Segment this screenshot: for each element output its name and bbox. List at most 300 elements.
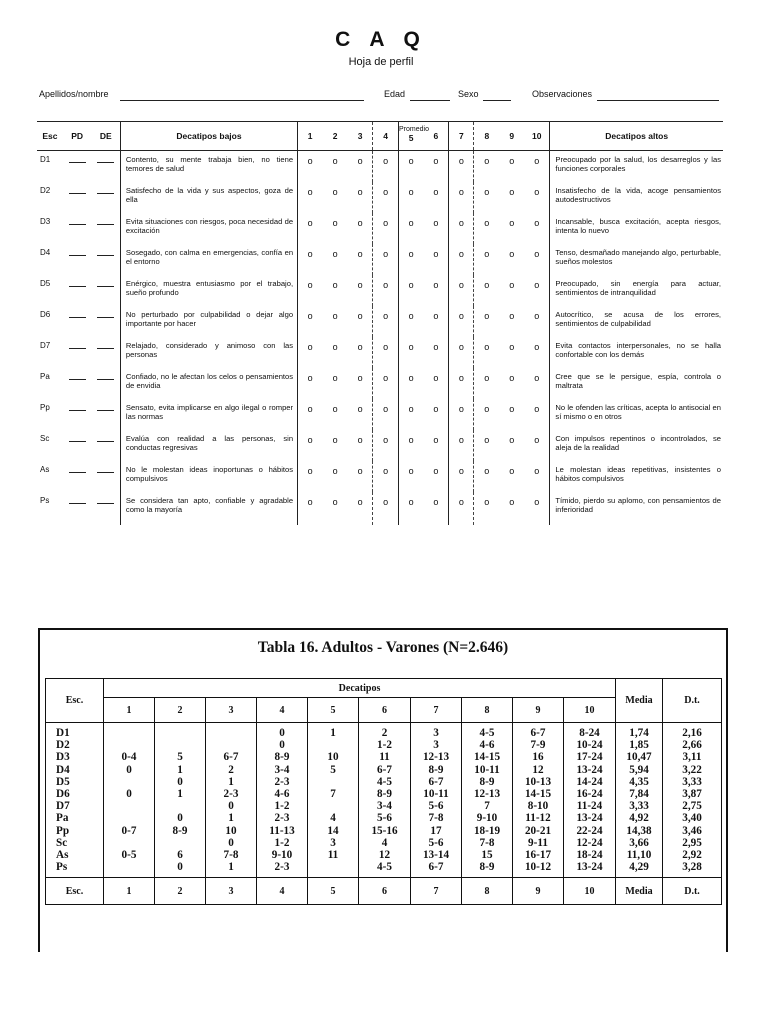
tabla16-cell: 8-9 xyxy=(428,763,444,776)
tabla16-cell: 4 xyxy=(381,836,388,849)
tabla16-cell: 1 xyxy=(177,763,183,776)
decatipo-option-10[interactable]: o xyxy=(534,403,540,414)
tabla16-cell: 0 xyxy=(177,861,183,874)
decatipo-option-3[interactable]: o xyxy=(357,186,363,197)
tabla16-cell: 22-24 xyxy=(576,824,603,837)
de-header: DE xyxy=(92,122,121,151)
decatipo-header-5 xyxy=(399,122,429,151)
decatipo-option-7[interactable]: o xyxy=(449,492,474,525)
decatipo-option-9[interactable]: o xyxy=(509,403,515,414)
caq-row-low-desc: Evita situaciones con riesgos, poca necesidad de excitación xyxy=(120,213,297,244)
de-field[interactable] xyxy=(92,399,121,430)
tabla16-cell: 0 xyxy=(279,739,285,752)
blank-line xyxy=(69,247,86,256)
decatipo-option-5[interactable]: o xyxy=(399,461,424,492)
caq-row-esc: D7 xyxy=(40,340,51,350)
tabla16-media-cell: 4,35 xyxy=(629,775,649,788)
tabla16-dt-cell: 2,95 xyxy=(682,836,702,849)
caq-row-esc: As xyxy=(40,464,50,474)
caq-row-low-desc: Satisfecho de la vida y sus aspectos, goza de ella xyxy=(120,182,297,213)
esc-header: Esc xyxy=(37,122,63,151)
tabla16-esc-cell: D2 xyxy=(56,739,70,752)
decatipo-option-7[interactable]: o xyxy=(449,368,474,399)
decatipo-option-4[interactable]: o xyxy=(373,275,399,306)
decatipo-option-8[interactable]: o xyxy=(474,306,500,337)
tabla16-cell: 4-5 xyxy=(377,861,392,874)
pd-field[interactable] xyxy=(63,306,92,337)
caq-row-esc: Pp xyxy=(40,402,50,412)
decatipo-option-4[interactable]: o xyxy=(373,244,399,275)
decatipo-option-1[interactable]: o xyxy=(298,461,323,492)
decatipo-option-3[interactable]: o xyxy=(357,403,363,414)
caq-row xyxy=(37,337,723,368)
tabla16-cell: 12 xyxy=(378,848,391,861)
tabla16-col-header-8: 8 xyxy=(462,698,513,723)
decatipo-option-2[interactable]: o xyxy=(332,372,338,383)
blank-line xyxy=(97,340,114,349)
pd-field[interactable] xyxy=(63,151,92,182)
caq-row-low-desc: Confiado, no le afectan los celos o pensamientos de envidia xyxy=(120,368,297,399)
tabla16-col-header-6: 6 xyxy=(359,698,411,723)
tabla16-cell: 8-10 xyxy=(527,800,549,813)
decatipo-option-3[interactable]: o xyxy=(357,248,363,259)
caq-row-low-desc: Enérgico, muestra entusiasmo por el trabajo, sueño profundo xyxy=(120,275,297,306)
decatipo-option-9[interactable]: o xyxy=(509,186,515,197)
decatipo-option-3[interactable]: o xyxy=(357,341,363,352)
tabla16-cell: 4-5 xyxy=(377,775,392,788)
tabla16-cell: 8-9 xyxy=(377,787,392,800)
de-field[interactable] xyxy=(92,244,121,275)
tabla16-cell: 13-24 xyxy=(576,812,603,825)
caq-row xyxy=(37,430,723,461)
decatipo-option-6[interactable]: o xyxy=(433,310,439,321)
tabla16-cell xyxy=(155,837,205,849)
caq-row-high-desc: Insatisfecho de la vida, acoge pensamientos autodestructivos xyxy=(550,182,723,213)
decatipo-option-2[interactable]: o xyxy=(332,156,338,166)
observaciones-field[interactable] xyxy=(597,100,719,101)
decatipo-option-7[interactable]: o xyxy=(449,151,474,182)
tabla16-media-cell: 1,74 xyxy=(629,727,649,739)
caq-row-esc: D1 xyxy=(40,155,51,164)
blank-line xyxy=(69,402,86,411)
decatipo-option-5[interactable]: o xyxy=(399,368,424,399)
tabla16-decatipo-column-7 xyxy=(411,723,462,878)
caq-row-low-desc: Sosegado, con calma en emergencias, confía en el entorno xyxy=(120,244,297,275)
tabla16-cell: 11-24 xyxy=(576,800,603,813)
decatipo-option-10[interactable]: o xyxy=(534,372,540,383)
tabla16-cell xyxy=(308,739,358,751)
de-field[interactable] xyxy=(92,492,121,525)
pd-field[interactable] xyxy=(63,275,92,306)
decatipo-option-1[interactable]: o xyxy=(298,368,323,399)
tabla16-cell: 14 xyxy=(327,824,339,837)
decatipo-header-7: 7 xyxy=(449,122,474,151)
decatipo-option-4[interactable]: o xyxy=(373,213,399,244)
decatipo-option-6[interactable]: o xyxy=(433,156,439,166)
blank-line xyxy=(69,464,86,473)
de-field[interactable] xyxy=(92,337,121,368)
blank-line xyxy=(97,278,114,287)
decatipo-option-9[interactable]: o xyxy=(509,248,515,259)
decatipo-option-8[interactable]: o xyxy=(474,151,500,182)
decatipo-option-4[interactable]: o xyxy=(373,368,399,399)
decatipo-option-1[interactable]: o xyxy=(298,275,323,306)
tabla16-cell: 0-5 xyxy=(121,848,137,861)
tabla16-cell: 13-24 xyxy=(576,861,603,874)
tabla16-esc-cell: D3 xyxy=(56,751,70,764)
decatipo-option-9[interactable]: o xyxy=(509,341,515,352)
pd-field[interactable] xyxy=(63,492,92,525)
decatipo-option-8[interactable]: o xyxy=(474,430,500,461)
decatipo-option-8[interactable]: o xyxy=(474,244,500,275)
decatipo-option-1[interactable]: o xyxy=(298,430,323,461)
blank-line xyxy=(69,495,86,504)
tabla16-media-column xyxy=(616,723,663,878)
decatipo-option-5[interactable]: o xyxy=(399,244,424,275)
decatipo-option-7[interactable]: o xyxy=(449,244,474,275)
decatipo-option-6[interactable]: o xyxy=(433,186,439,197)
tabla16-cell: 12-13 xyxy=(473,787,501,800)
sexo-field[interactable] xyxy=(483,100,511,101)
tabla16-cell: 5-6 xyxy=(428,836,444,849)
blank-line xyxy=(69,154,86,163)
tabla16-cell: 2-3 xyxy=(274,812,290,825)
blank-line xyxy=(69,216,86,225)
decatipo-option-10[interactable]: o xyxy=(534,310,540,321)
decatipo-option-4[interactable]: o xyxy=(373,337,399,368)
tabla16-cell xyxy=(104,776,154,788)
tabla16-dt-cell: 2,92 xyxy=(682,848,702,861)
caq-title: C A Q xyxy=(335,28,427,51)
pd-field[interactable] xyxy=(63,182,92,213)
blank-line xyxy=(69,309,86,318)
decatipo-header-6: 6 xyxy=(423,122,449,151)
decatipo-option-4[interactable]: o xyxy=(373,492,399,525)
tabla16-media-cell: 3,33 xyxy=(629,800,649,813)
tabla16-cell xyxy=(104,861,154,873)
tabla16-dt-cell: 2,75 xyxy=(682,800,702,813)
decatipo-option-2[interactable]: o xyxy=(332,310,338,321)
tabla16-dt-cell: 3,11 xyxy=(682,751,702,764)
tabla16-media-cell: 5,94 xyxy=(629,763,649,776)
decatipo-option-1[interactable]: o xyxy=(298,492,323,525)
decatipo-option-1[interactable]: o xyxy=(298,306,323,337)
caq-row-high-desc: Cree que se le persigue, espía, controla o maltrata xyxy=(550,368,723,399)
tabla16-cell: 17 xyxy=(430,824,442,837)
decatipo-option-2[interactable]: o xyxy=(332,403,338,414)
tabla16-dt-cell: 2,16 xyxy=(682,727,702,739)
pd-field[interactable] xyxy=(63,461,92,492)
tabla16-cell: 9-10 xyxy=(271,848,293,861)
tabla16-esc-cell: Pp xyxy=(56,824,70,837)
decatipo-option-6[interactable]: o xyxy=(433,217,439,228)
decatipo-option-2[interactable]: o xyxy=(332,248,338,259)
de-field[interactable] xyxy=(92,182,121,213)
decatipo-option-5[interactable]: o xyxy=(399,399,424,430)
decatipo-option-9[interactable]: o xyxy=(509,217,515,228)
tabla16-footer-col-2: 2 xyxy=(155,878,206,905)
tabla16-dt-column xyxy=(663,723,722,878)
decatipo-option-9[interactable]: o xyxy=(509,156,515,166)
de-field[interactable] xyxy=(92,306,121,337)
tabla16-cell: 6-7 xyxy=(377,763,392,776)
decatipo-option-7[interactable]: o xyxy=(449,275,474,306)
apellidos-label: Apellidos/nombre xyxy=(39,89,109,99)
de-field[interactable] xyxy=(92,430,121,461)
decatipo-option-7[interactable]: o xyxy=(449,337,474,368)
tabla16-cell: 8-24 xyxy=(579,727,600,739)
decatipo-option-6[interactable]: o xyxy=(433,434,439,445)
decatipo-option-8[interactable]: o xyxy=(474,337,500,368)
tabla16-cell: 7-8 xyxy=(223,848,239,861)
decatipo-option-4[interactable]: o xyxy=(373,182,399,213)
decatipo-option-2[interactable]: o xyxy=(332,341,338,352)
decatipo-option-7[interactable]: o xyxy=(449,213,474,244)
decatipo-option-5[interactable]: o xyxy=(399,306,424,337)
tabla16-cell xyxy=(104,800,154,812)
pd-field[interactable] xyxy=(63,399,92,430)
tabla16-cell: 12-24 xyxy=(576,836,603,849)
decatipo-option-1[interactable]: o xyxy=(298,151,323,182)
tabla16-cell xyxy=(104,837,154,849)
decatipo-option-5[interactable]: o xyxy=(399,337,424,368)
decatipo-option-8[interactable]: o xyxy=(474,275,500,306)
tabla16-cell: 10-24 xyxy=(576,739,603,752)
decatipo-option-5[interactable]: o xyxy=(399,492,424,525)
tabla16-esc-cell: Pa xyxy=(56,812,69,825)
decatipo-header-9: 9 xyxy=(499,122,524,151)
caq-row-esc: D3 xyxy=(40,216,51,226)
tabla16-cell xyxy=(155,727,205,739)
tabla16-cell: 6-7 xyxy=(428,861,444,874)
tabla16-cell: 10-11 xyxy=(474,763,500,776)
blank-line xyxy=(97,433,114,442)
tabla16-media-cell: 1,85 xyxy=(629,739,649,752)
tabla16-esc-cell: As xyxy=(56,848,69,861)
decatipo-option-8[interactable]: o xyxy=(474,492,500,525)
decatipo-option-2[interactable]: o xyxy=(332,217,338,228)
tabla16-esc-header: Esc. xyxy=(46,679,104,723)
decatipo-option-3[interactable]: o xyxy=(357,279,363,290)
decatipo-option-3[interactable]: o xyxy=(357,217,363,228)
blank-line xyxy=(97,185,114,194)
tabla16-col-header-1: 1 xyxy=(104,698,155,723)
tabla16-cell: 5-6 xyxy=(377,812,392,825)
pd-field[interactable] xyxy=(63,213,92,244)
decatipo-option-4[interactable]: o xyxy=(373,151,399,182)
decatipo-option-10[interactable]: o xyxy=(534,217,540,228)
tabla16-cell: 1-2 xyxy=(377,739,392,752)
decatipo-option-10[interactable]: o xyxy=(534,496,540,507)
tabla16-media-cell: 4,92 xyxy=(629,812,649,825)
observaciones-label: Observaciones xyxy=(532,89,593,99)
decatipo-option-2[interactable]: o xyxy=(332,465,338,476)
tabla16-media-cell: 3,66 xyxy=(629,836,649,849)
promedio-label: Promedio xyxy=(399,126,429,133)
tabla16-cell: 0 xyxy=(177,812,183,825)
tabla16-col-header-2: 2 xyxy=(155,698,206,723)
caq-row-high-desc: Tímido, pierdo su aplomo, con pensamientos de inferioridad xyxy=(550,492,723,525)
tabla16-cell: 6-7 xyxy=(530,727,546,739)
decatipo-option-2[interactable]: o xyxy=(332,279,338,290)
decatipo-option-5[interactable]: o xyxy=(399,430,424,461)
tabla16-cell: 13-14 xyxy=(422,848,450,861)
decatipo-option-9[interactable]: o xyxy=(509,310,515,321)
decatipo-option-3[interactable]: o xyxy=(357,465,363,476)
decatipo-option-5[interactable]: o xyxy=(399,182,424,213)
tabla16-cell: 3-4 xyxy=(377,800,392,813)
decatipo-option-6[interactable]: o xyxy=(433,465,439,476)
decatipo-option-10[interactable]: o xyxy=(534,279,540,290)
decatipo-header-5-num: 5 xyxy=(408,133,414,143)
pd-field[interactable] xyxy=(63,337,92,368)
tabla16-cell: 10-12 xyxy=(524,861,552,874)
decatipo-option-1[interactable]: o xyxy=(298,244,323,275)
tabla16-cell: 14-24 xyxy=(576,775,603,788)
decatipo-option-3[interactable]: o xyxy=(357,372,363,383)
tabla16-cell: 7-9 xyxy=(530,739,546,752)
decatipo-option-3[interactable]: o xyxy=(357,156,363,166)
decatipo-option-1[interactable]: o xyxy=(298,337,323,368)
tabla16-esc-column xyxy=(46,723,104,878)
tabla16-footer-media: Media xyxy=(616,878,663,905)
decatipo-option-3[interactable]: o xyxy=(357,310,363,321)
tabla16-col-header-9: 9 xyxy=(513,698,564,723)
tabla16-cell: 3 xyxy=(433,727,439,739)
de-field[interactable] xyxy=(92,368,121,399)
tabla16-cell: 7-8 xyxy=(428,812,444,825)
tabla16-decatipos-header: Decatipos xyxy=(104,679,616,698)
decatipo-option-6[interactable]: o xyxy=(433,372,439,383)
decatipo-option-5[interactable]: o xyxy=(399,275,424,306)
decatipo-option-7[interactable]: o xyxy=(449,306,474,337)
decatipo-option-10[interactable]: o xyxy=(534,341,540,352)
tabla16-footer-col-1: 1 xyxy=(104,878,155,905)
tabla16-col-header-10: 10 xyxy=(564,698,616,723)
caq-row xyxy=(37,399,723,430)
tabla16-col-header-3: 3 xyxy=(206,698,257,723)
decatipo-option-3[interactable]: o xyxy=(357,434,363,445)
decatipo-option-6[interactable]: o xyxy=(433,496,439,507)
tabla16-col-header-5: 5 xyxy=(308,698,359,723)
decatipo-option-10[interactable]: o xyxy=(534,248,540,259)
caq-row-esc: D5 xyxy=(40,278,51,288)
tabla16-cell: 11 xyxy=(379,751,390,764)
tabla16-cell: 11-13 xyxy=(269,824,295,837)
tabla16-media-cell: 11,10 xyxy=(626,848,652,861)
decatipo-option-6[interactable]: o xyxy=(433,279,439,290)
decatipo-option-1[interactable]: o xyxy=(298,182,323,213)
decatipo-option-10[interactable]: o xyxy=(534,465,540,476)
pd-field[interactable] xyxy=(63,430,92,461)
decatipo-option-4[interactable]: o xyxy=(373,399,399,430)
decatipo-option-1[interactable]: o xyxy=(298,213,323,244)
decatipo-option-9[interactable]: o xyxy=(509,372,515,383)
tabla16-cell: 4-6 xyxy=(274,787,290,800)
decatipo-option-10[interactable]: o xyxy=(534,186,540,197)
tabla16-cell xyxy=(104,812,154,824)
blank-line xyxy=(97,309,114,318)
tabla16-cell: 9-10 xyxy=(476,812,498,825)
decatipo-option-6[interactable]: o xyxy=(433,248,439,259)
tabla16-col-header-7: 7 xyxy=(411,698,462,723)
decatipo-option-9[interactable]: o xyxy=(509,279,515,290)
de-field[interactable] xyxy=(92,151,121,182)
decatipo-option-2[interactable]: o xyxy=(332,186,338,197)
decatipo-option-2[interactable]: o xyxy=(332,434,338,445)
decatipo-option-2[interactable]: o xyxy=(332,496,338,507)
tabla16-cell: 2 xyxy=(381,727,388,739)
tabla16-cell: 16-17 xyxy=(524,848,552,861)
decatipo-option-9[interactable]: o xyxy=(509,434,515,445)
tabla16-cell: 6 xyxy=(177,848,183,861)
tabla16-cell: 10 xyxy=(225,824,237,837)
decatipo-option-10[interactable]: o xyxy=(534,434,540,445)
caq-row-high-desc: Con impulsos repentinos o incontrolados, se aleja de la realidad xyxy=(550,430,723,461)
tabla16-esc-cell: Ps xyxy=(56,861,68,874)
edad-field[interactable] xyxy=(410,100,450,101)
de-field[interactable] xyxy=(92,275,121,306)
blank-line xyxy=(97,247,114,256)
decatipo-option-4[interactable]: o xyxy=(373,461,399,492)
decatipo-option-8[interactable]: o xyxy=(474,182,500,213)
caq-row-esc: D6 xyxy=(40,309,51,319)
decatipo-option-9[interactable]: o xyxy=(509,465,515,476)
decatipo-option-6[interactable]: o xyxy=(433,341,439,352)
decatipo-option-8[interactable]: o xyxy=(474,461,500,492)
decatipo-option-8[interactable]: o xyxy=(474,213,500,244)
tabla16-cell: 2-3 xyxy=(274,861,290,874)
apellidos-field[interactable] xyxy=(120,100,364,101)
blank-line xyxy=(97,371,114,380)
tabla16-cell: 18-19 xyxy=(473,824,501,837)
decatipo-option-3[interactable]: o xyxy=(357,496,363,507)
caq-row xyxy=(37,244,723,275)
tabla16-cell: 12 xyxy=(532,763,544,776)
decatipo-option-7[interactable]: o xyxy=(449,182,474,213)
decatipo-option-7[interactable]: o xyxy=(449,461,474,492)
decatipo-option-4[interactable]: o xyxy=(373,430,399,461)
caq-row xyxy=(37,492,723,525)
tabla16-title: Tabla 16. Adultos - Varones (N=2.646) xyxy=(257,639,509,656)
pd-field[interactable] xyxy=(63,244,92,275)
tabla16-cell: 9-11 xyxy=(528,836,548,849)
decatipo-option-7[interactable]: o xyxy=(449,430,474,461)
decatipo-option-8[interactable]: o xyxy=(474,368,500,399)
tabla16-cell: 2 xyxy=(228,763,234,776)
de-field[interactable] xyxy=(92,461,121,492)
de-field[interactable] xyxy=(92,213,121,244)
decatipo-option-7[interactable]: o xyxy=(449,399,474,430)
decatipo-option-6[interactable]: o xyxy=(433,403,439,414)
decatipo-option-8[interactable]: o xyxy=(474,399,500,430)
decatipo-option-1[interactable]: o xyxy=(298,399,323,430)
decatipo-option-9[interactable]: o xyxy=(509,496,515,507)
tabla16-esc-cell: D7 xyxy=(56,800,70,813)
decatipo-option-5[interactable]: o xyxy=(399,151,424,182)
caq-profile-table xyxy=(37,121,723,525)
tabla16-cell: 16 xyxy=(532,751,544,764)
tabla16-cell: 10-13 xyxy=(524,775,552,788)
decatipo-option-5[interactable]: o xyxy=(399,213,424,244)
decatipo-option-4[interactable]: o xyxy=(373,306,399,337)
tabla16-esc-cell: D6 xyxy=(56,787,70,800)
decatipo-option-10[interactable]: o xyxy=(534,156,540,166)
tabla16-cell: 18-24 xyxy=(576,848,603,861)
tabla16-footer-col-7: 7 xyxy=(411,878,462,905)
pd-field[interactable] xyxy=(63,368,92,399)
blank-line xyxy=(69,185,86,194)
